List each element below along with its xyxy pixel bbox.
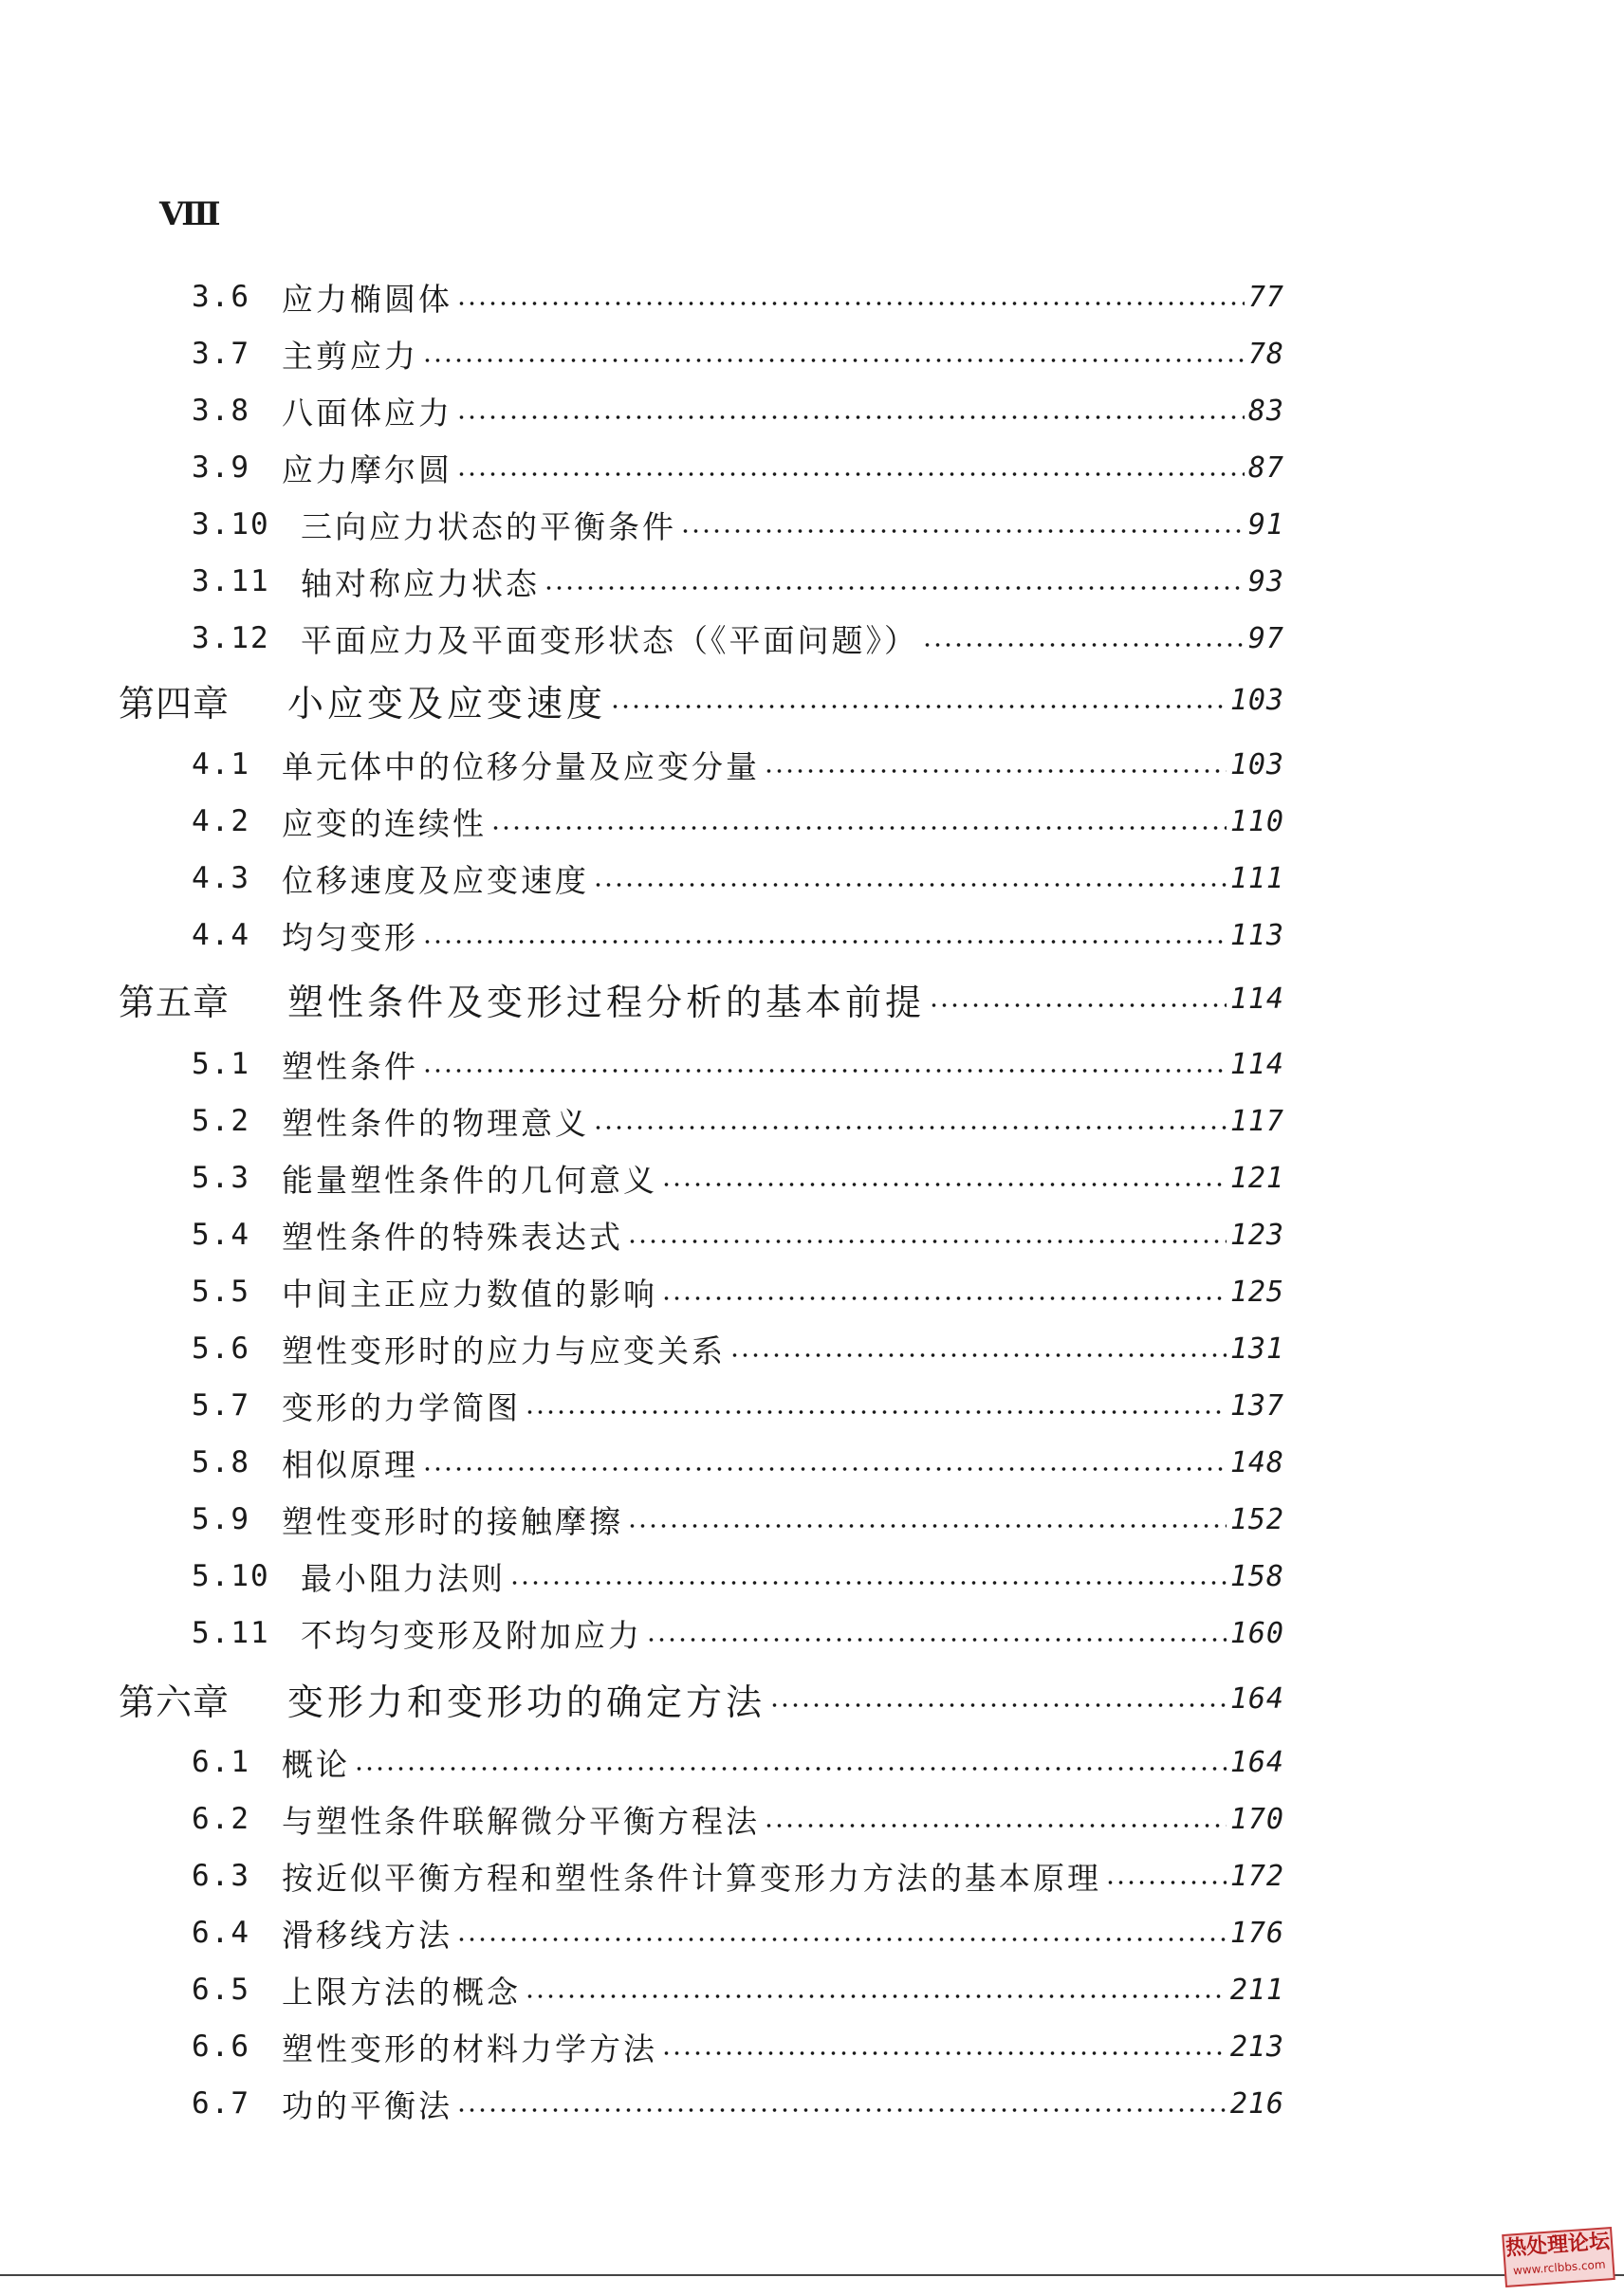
stamp-text: 热处理论坛 (1504, 2230, 1611, 2261)
section-number: 3.12 (192, 621, 270, 655)
page-reference: 110 (1229, 804, 1284, 838)
dot-leader (422, 358, 1245, 362)
page-reference: 91 (1247, 507, 1284, 542)
page-reference: 172 (1229, 1859, 1284, 1893)
dot-leader (627, 1524, 1227, 1528)
section-title: 应力椭圆体 (282, 280, 452, 318)
page-reference: 111 (1229, 861, 1284, 895)
section-title: 位移速度及应变速度 (282, 861, 589, 899)
page-reference: 164 (1229, 1681, 1284, 1716)
toc-chapter-entry (119, 974, 1284, 1023)
forum-watermark-stamp (1502, 2227, 1615, 2287)
section-number: 3.7 (192, 337, 250, 371)
section-title: 应力摩尔圆 (282, 450, 452, 488)
section-number: 6.5 (192, 1973, 250, 2007)
section-title: 主剪应力 (282, 337, 418, 375)
section-number: 4.4 (192, 918, 250, 952)
toc-section-entry (192, 1908, 1284, 1957)
section-title: 均匀变形 (282, 918, 418, 956)
section-number: 5.3 (192, 1161, 250, 1195)
dot-leader (661, 1296, 1227, 1300)
section-number: 5.5 (192, 1275, 250, 1309)
toc-section-entry (192, 1153, 1284, 1203)
section-title: 变形的力学简图 (282, 1388, 521, 1426)
section-title: 塑性条件的特殊表达式 (282, 1218, 623, 1256)
toc-section-entry (192, 910, 1284, 960)
dot-leader (593, 1126, 1227, 1130)
page-reference: 87 (1247, 450, 1284, 485)
toc-section-entry (192, 329, 1284, 378)
section-number: 6.2 (192, 1802, 250, 1836)
dot-leader (661, 1183, 1227, 1186)
dot-leader (769, 1703, 1227, 1707)
toc-section-entry (192, 1381, 1284, 1430)
section-title: 不均匀变形及附加应力 (301, 1616, 642, 1654)
page-reference: 176 (1229, 1916, 1284, 1950)
dot-leader (456, 2108, 1227, 2112)
toc-section-entry (192, 1438, 1284, 1487)
dot-leader (764, 769, 1227, 773)
toc-section-entry (192, 1495, 1284, 1544)
toc-section-entry (192, 1608, 1284, 1658)
section-title: 与塑性条件联解微分平衡方程法 (282, 1802, 760, 1840)
dot-leader (646, 1638, 1227, 1642)
section-number: 5.2 (192, 1104, 250, 1138)
section-number: 5.9 (192, 1502, 250, 1536)
section-title: 三向应力状态的平衡条件 (301, 507, 676, 545)
section-title: 塑性变形时的应力与应变关系 (282, 1332, 726, 1369)
section-number: 3.9 (192, 450, 250, 485)
dot-leader (680, 529, 1245, 533)
dot-leader (593, 883, 1227, 887)
section-title: 功的平衡法 (282, 2086, 452, 2124)
section-number: 4.1 (192, 747, 250, 781)
dot-leader (456, 472, 1245, 476)
chapter-title: 塑性条件及变形过程分析的基本前提 (287, 981, 926, 1023)
page-reference: 131 (1229, 1332, 1284, 1366)
section-title: 概论 (282, 1745, 350, 1783)
page-reference: 83 (1247, 394, 1284, 428)
toc-chapter-entry (119, 1674, 1284, 1723)
section-number: 3.8 (192, 394, 250, 428)
chapter-title: 变形力和变形功的确定方法 (287, 1681, 766, 1723)
page-reference: 148 (1229, 1445, 1284, 1479)
page-reference: 123 (1229, 1218, 1284, 1252)
toc-section-entry (192, 1096, 1284, 1146)
page-reference: 114 (1229, 982, 1284, 1016)
section-number: 5.10 (192, 1559, 270, 1593)
page-reference: 158 (1229, 1559, 1284, 1593)
section-title: 塑性变形时的接触摩擦 (282, 1502, 623, 1540)
section-number: 4.3 (192, 861, 250, 895)
page-reference: 103 (1229, 683, 1284, 717)
section-title: 单元体中的位移分量及应变分量 (282, 747, 760, 785)
dot-leader (456, 1938, 1227, 1941)
dot-leader (422, 1467, 1227, 1471)
page-reference: 93 (1247, 564, 1284, 598)
chapter-number: 第五章 (119, 981, 231, 1023)
page-number: Ⅷ (159, 195, 219, 233)
section-number: 5.4 (192, 1218, 250, 1252)
section-title: 塑性条件 (282, 1047, 418, 1085)
section-title: 应变的连续性 (282, 804, 487, 842)
page-reference: 160 (1229, 1616, 1284, 1650)
page-reference: 152 (1229, 1502, 1284, 1536)
toc-section-entry (192, 272, 1284, 321)
section-number: 6.6 (192, 2030, 250, 2064)
dot-leader (627, 1240, 1227, 1243)
page-reference: 97 (1247, 621, 1284, 655)
toc-section-entry (192, 797, 1284, 846)
dot-leader (544, 586, 1245, 590)
dot-leader (1105, 1881, 1227, 1884)
section-title: 滑移线方法 (282, 1916, 452, 1954)
section-number: 4.2 (192, 804, 250, 838)
section-number: 5.1 (192, 1047, 250, 1081)
page-reference: 77 (1247, 280, 1284, 314)
toc-section-entry (192, 2022, 1284, 2071)
toc-section-entry (192, 443, 1284, 492)
toc-section-entry (192, 557, 1284, 606)
section-title: 按近似平衡方程和塑性条件计算变形力方法的基本原理 (282, 1859, 1101, 1897)
dot-leader (764, 1824, 1227, 1828)
section-number: 5.6 (192, 1332, 250, 1366)
section-title: 塑性条件的物理意义 (282, 1104, 589, 1142)
page-reference: 211 (1229, 1973, 1284, 2007)
page-reference: 216 (1229, 2086, 1284, 2121)
section-title: 上限方法的概念 (282, 1973, 521, 2011)
dot-leader (729, 1353, 1227, 1357)
toc-chapter-entry (119, 675, 1284, 725)
toc-section-entry (192, 386, 1284, 435)
toc-section-entry (192, 2079, 1284, 2128)
dot-leader (422, 940, 1227, 944)
page-reference: 114 (1229, 1047, 1284, 1081)
section-title: 轴对称应力状态 (301, 564, 540, 602)
page-reference: 125 (1229, 1275, 1284, 1309)
page-reference: 137 (1229, 1388, 1284, 1423)
chapter-number: 第四章 (119, 682, 231, 725)
toc-section-entry (192, 500, 1284, 549)
toc-section-entry (192, 740, 1284, 789)
page-reference: 164 (1229, 1745, 1284, 1779)
toc-section-entry (192, 1552, 1284, 1601)
section-title: 能量塑性条件的几何意义 (282, 1161, 657, 1199)
page-reference: 103 (1229, 747, 1284, 781)
section-title: 八面体应力 (282, 394, 452, 432)
toc-section-entry (192, 854, 1284, 903)
chapter-number: 第六章 (119, 1681, 231, 1723)
dot-leader (456, 415, 1245, 419)
dot-leader (354, 1767, 1227, 1771)
toc-section-entry (192, 1794, 1284, 1844)
toc-section-entry (192, 1210, 1284, 1259)
page-reference: 117 (1229, 1104, 1284, 1138)
page-reference: 121 (1229, 1161, 1284, 1195)
section-number: 6.3 (192, 1859, 250, 1893)
section-number: 6.1 (192, 1745, 250, 1779)
page-reference: 170 (1229, 1802, 1284, 1836)
page-reference: 78 (1247, 337, 1284, 371)
stamp-url: www.rclbbs.com (1512, 2257, 1606, 2278)
chapter-title: 小应变及应变速度 (287, 682, 607, 725)
toc-section-entry (192, 1965, 1284, 2014)
section-number: 3.10 (192, 507, 270, 542)
dot-leader (422, 1069, 1227, 1073)
section-title: 塑性变形的材料力学方法 (282, 2030, 657, 2067)
dot-leader (610, 705, 1227, 708)
toc-section-entry (192, 614, 1284, 663)
dot-leader (661, 2051, 1227, 2055)
toc-section-entry (192, 1737, 1284, 1787)
toc-section-entry (192, 1267, 1284, 1316)
dot-leader (525, 1994, 1227, 1998)
section-number: 6.4 (192, 1916, 250, 1950)
section-number: 3.11 (192, 564, 270, 598)
toc-section-entry (192, 1324, 1284, 1373)
toc-section-entry (192, 1851, 1284, 1901)
section-number: 5.11 (192, 1616, 270, 1650)
section-title: 中间主正应力数值的影响 (282, 1275, 657, 1313)
dot-leader (490, 826, 1227, 830)
dot-leader (525, 1410, 1227, 1414)
toc-section-entry (192, 1039, 1284, 1089)
section-number: 5.7 (192, 1388, 250, 1423)
dot-leader (929, 1003, 1227, 1007)
section-title: 平面应力及平面变形状态（《平面问题》） (301, 621, 918, 659)
section-number: 5.8 (192, 1445, 250, 1479)
section-number: 6.7 (192, 2086, 250, 2121)
dot-leader (509, 1581, 1227, 1585)
section-title: 最小阻力法则 (301, 1559, 506, 1597)
section-number: 3.6 (192, 280, 250, 314)
dot-leader (456, 302, 1245, 305)
page-reference: 213 (1229, 2030, 1284, 2064)
dot-leader (922, 643, 1245, 647)
page-reference: 113 (1229, 918, 1284, 952)
footer-rule (0, 2274, 1624, 2276)
section-title: 相似原理 (282, 1445, 418, 1483)
